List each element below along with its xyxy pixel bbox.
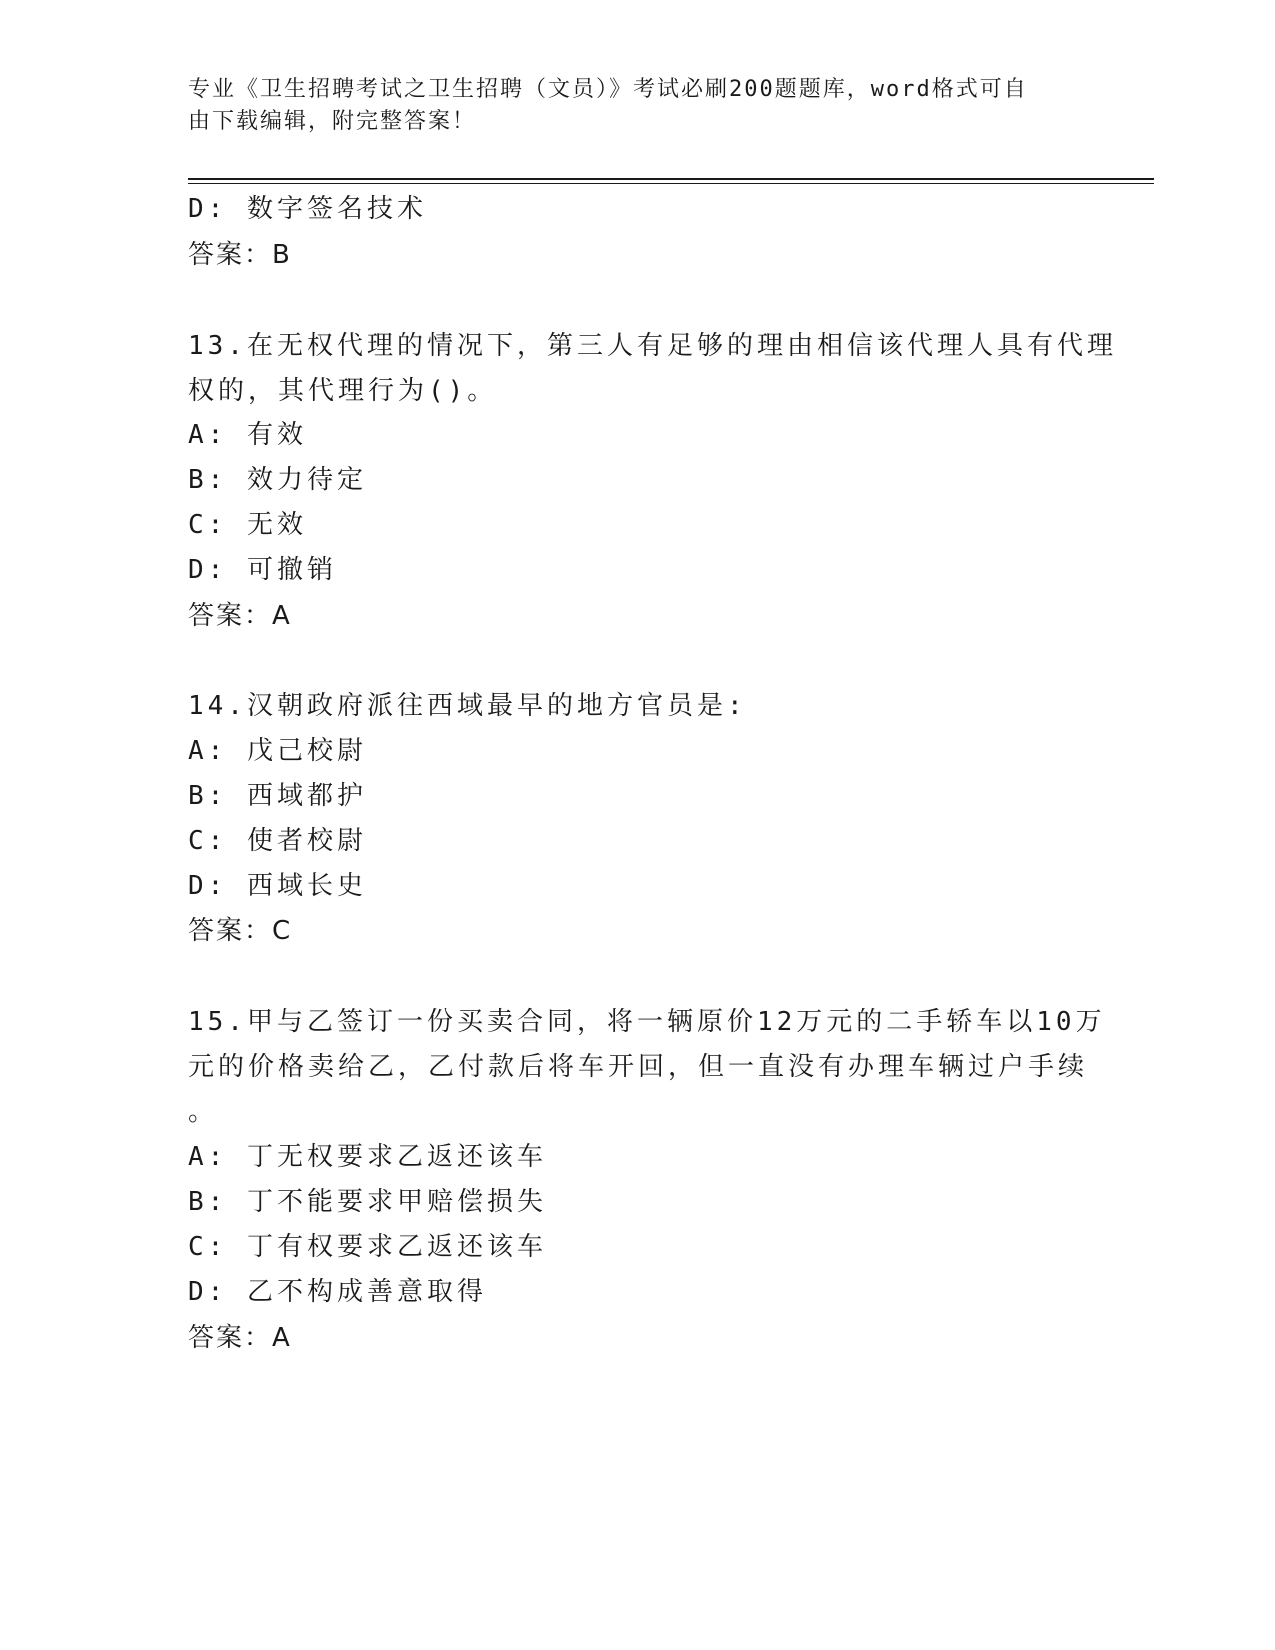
q15-answer: 答案：A <box>188 1323 292 1353</box>
q15-stem-line-3: 。 <box>188 1097 219 1127</box>
q15-option-d: D: 乙不构成善意取得 <box>188 1277 487 1307</box>
q13-answer: 答案：A <box>188 601 292 631</box>
q13-option-d: D: 可撤销 <box>188 555 337 585</box>
q13-stem-line-1: 13.在无权代理的情况下，第三人有足够的理由相信该代理人具有代理 <box>188 331 1117 361</box>
q14-answer: 答案：C <box>188 916 293 946</box>
q14-stem-line-1: 14.汉朝政府派往西域最早的地方官员是: <box>188 691 747 721</box>
header-divider-thick <box>188 178 1154 180</box>
q15-option-b: B: 丁不能要求甲赔偿损失 <box>188 1187 547 1217</box>
q12-answer: 答案：B <box>188 240 292 270</box>
q14-option-d: D: 西域长史 <box>188 871 367 901</box>
q13-option-a: A: 有效 <box>188 420 307 450</box>
q15-option-a: A: 丁无权要求乙返还该车 <box>188 1142 547 1172</box>
header-divider-thin <box>188 183 1154 184</box>
q14-option-a: A: 戊己校尉 <box>188 736 367 766</box>
document-header <box>188 74 1068 138</box>
q15-stem-line-2: 元的价格卖给乙，乙付款后将车开回，但一直没有办理车辆过户手续 <box>188 1052 1089 1082</box>
header-line-2: 由下载编辑，附完整答案！ <box>188 109 477 134</box>
q15-option-c: C: 丁有权要求乙返还该车 <box>188 1232 547 1262</box>
q13-option-c: C: 无效 <box>188 510 307 540</box>
q12-option-d: D: 数字签名技术 <box>188 194 427 224</box>
q14-option-b: B: 西域都护 <box>188 781 367 811</box>
header-line-1: 专业《卫生招聘考试之卫生招聘（文员）》考试必刷200题题库，word格式可自 <box>188 77 1028 102</box>
q13-stem-line-2: 权的，其代理行为()。 <box>188 376 498 406</box>
q15-stem-line-1: 15.甲与乙签订一份买卖合同，将一辆原价12万元的二手轿车以10万 <box>188 1007 1106 1037</box>
q13-option-b: B: 效力待定 <box>188 465 367 495</box>
q14-option-c: C: 使者校尉 <box>188 826 367 856</box>
